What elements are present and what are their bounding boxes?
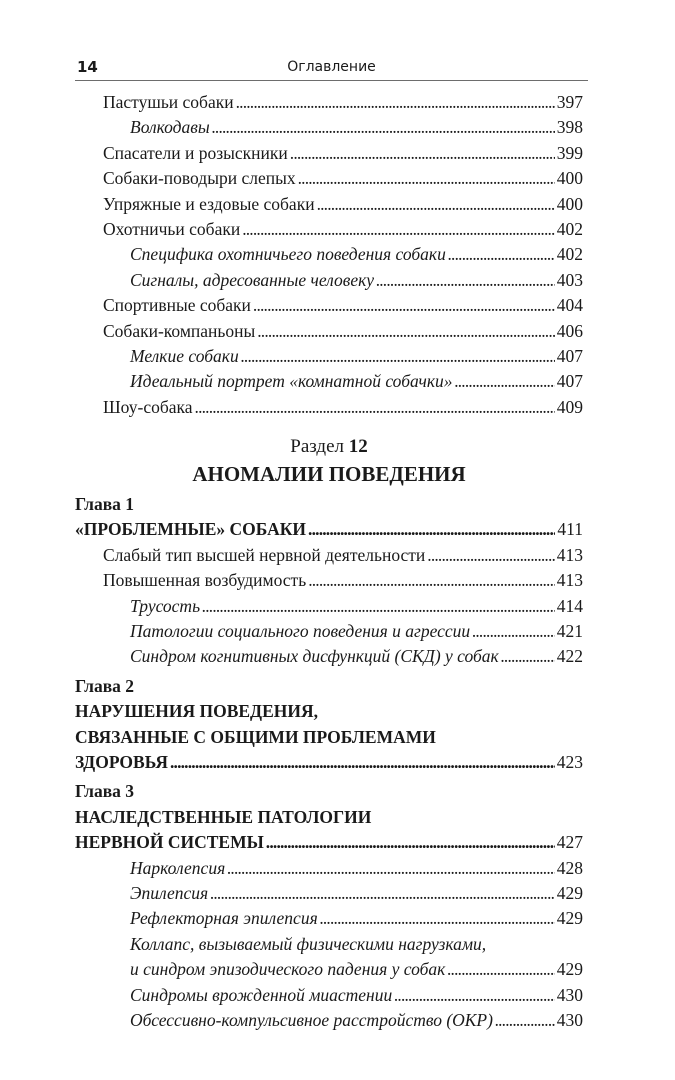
toc-entry-page: 399 xyxy=(556,142,583,163)
toc-entry-page: 429 xyxy=(556,882,583,903)
toc-entry[interactable] xyxy=(75,268,583,293)
section-number: 12 xyxy=(348,436,368,458)
running-title: Оглавление xyxy=(287,59,376,75)
page-header xyxy=(75,56,588,81)
toc-entry[interactable] xyxy=(75,192,583,217)
chapter-entry[interactable] xyxy=(75,830,583,855)
dot-leader xyxy=(266,830,555,855)
table-of-contents xyxy=(75,90,583,1033)
toc-entry-page: 404 xyxy=(556,295,583,316)
dot-leader xyxy=(447,957,554,982)
toc-entry-title: Обсессивно-компульсивное расстройство (ОКР) xyxy=(130,1009,493,1030)
toc-entry-page: 407 xyxy=(556,371,583,392)
dot-leader xyxy=(195,395,555,420)
toc-entry[interactable] xyxy=(75,983,583,1008)
dot-leader xyxy=(227,856,555,881)
toc-entry-page: 407 xyxy=(556,345,583,366)
toc-entry-page: 414 xyxy=(556,595,583,616)
toc-entry-title: Спасатели и розыскники xyxy=(103,142,288,163)
toc-entry-title: Мелкие собаки xyxy=(130,345,239,366)
toc-entry-page: 409 xyxy=(556,396,583,417)
chapter-title-line: ЗДОРОВЬЯ xyxy=(75,751,168,772)
toc-entry-title: Нарколепсия xyxy=(130,857,226,878)
toc-entry[interactable] xyxy=(75,594,583,619)
dot-leader xyxy=(241,344,555,369)
toc-entry-page: 421 xyxy=(556,621,583,642)
toc-entry[interactable] xyxy=(75,293,583,318)
dot-leader xyxy=(320,906,555,931)
section-title: АНОМАЛИИ ПОВЕДЕНИЯ xyxy=(192,462,466,487)
toc-entry[interactable] xyxy=(75,856,583,881)
toc-entry-title: Слабый тип высшей нервной деятельности xyxy=(103,544,426,565)
dot-leader xyxy=(202,594,555,619)
toc-entry-page: 413 xyxy=(556,544,583,565)
chapter-page: 423 xyxy=(556,751,583,772)
toc-entry[interactable] xyxy=(75,217,583,242)
chapter-title-line: НАРУШЕНИЯ ПОВЕДЕНИЯ, xyxy=(75,701,318,722)
toc-entry-page: 400 xyxy=(556,193,583,214)
toc-entry-title: Охотничьи собаки xyxy=(103,218,241,239)
dot-leader xyxy=(257,319,555,344)
toc-entry-page: 428 xyxy=(556,857,583,878)
toc-entry[interactable] xyxy=(75,957,583,982)
toc-entry-title: Пастушьи собаки xyxy=(103,92,234,112)
section-heading xyxy=(75,434,583,488)
dot-leader xyxy=(495,1008,555,1033)
toc-entry-page: 430 xyxy=(556,1009,583,1030)
page-number: 14 xyxy=(77,58,98,76)
toc-entry-page: 397 xyxy=(556,92,583,112)
chapter-page: 427 xyxy=(556,832,583,853)
dot-leader xyxy=(308,568,555,593)
dot-leader xyxy=(308,517,555,542)
dot-leader xyxy=(448,242,555,267)
section-label xyxy=(75,434,583,460)
dot-leader xyxy=(472,619,555,644)
toc-entry-page: 402 xyxy=(556,218,583,239)
chapter-label: Глава 1 xyxy=(75,494,135,515)
toc-entry-page: 430 xyxy=(556,984,583,1005)
toc-entry-title: Эпилепсия xyxy=(130,882,209,903)
dot-leader xyxy=(455,369,555,394)
toc-entry[interactable] xyxy=(75,166,583,191)
toc-entry[interactable] xyxy=(75,369,583,394)
toc-entry-title-line[interactable]: Коллапс, вызываемый физическими нагрузками, xyxy=(130,933,487,954)
chapter-label: Глава 3 xyxy=(75,781,135,802)
toc-entry-title: Идеальный портрет «комнатной собачки» xyxy=(130,371,453,392)
toc-entry-page: 398 xyxy=(556,117,583,138)
toc-entry[interactable] xyxy=(75,115,583,140)
toc-entry[interactable] xyxy=(75,319,583,344)
chapter-title-line: НЕРВНОЙ СИСТЕМЫ xyxy=(75,832,264,853)
toc-entry[interactable] xyxy=(75,141,583,166)
toc-entry[interactable] xyxy=(75,543,583,568)
toc-entry-page: 413 xyxy=(556,570,583,591)
toc-entry-page: 400 xyxy=(556,168,583,189)
toc-entry-title: Шоу-собака xyxy=(103,396,193,417)
toc-entry-title: Патологии социального поведения и агрессии xyxy=(130,621,471,642)
dot-leader xyxy=(210,881,555,906)
toc-entry[interactable] xyxy=(75,619,583,644)
dot-leader xyxy=(253,293,555,318)
toc-entry-title: и синдром эпизодического падения у собак xyxy=(130,959,446,980)
dot-leader xyxy=(290,141,555,166)
toc-entry-title: Сигналы, адресованные человеку xyxy=(130,269,375,290)
toc-entry-page: 422 xyxy=(556,646,583,667)
toc-entry[interactable] xyxy=(75,242,583,267)
toc-entry-title: Синдром когнитивных дисфункций (СКД) у собак xyxy=(130,646,499,667)
section-label-text: Раздел xyxy=(290,436,344,458)
dot-leader xyxy=(236,90,555,115)
chapter-title-line: НАСЛЕДСТВЕННЫЕ ПАТОЛОГИИ xyxy=(75,806,372,827)
toc-entry[interactable] xyxy=(75,1008,583,1033)
dot-leader xyxy=(376,268,555,293)
toc-entry[interactable] xyxy=(75,568,583,593)
toc-entry[interactable] xyxy=(75,644,583,669)
toc-entry-page: 402 xyxy=(556,244,583,265)
chapter-label: Глава 2 xyxy=(75,675,135,696)
dot-leader xyxy=(170,750,555,775)
toc-entry-title: Специфика охотничьего поведения собаки xyxy=(130,244,446,265)
dot-leader xyxy=(317,192,555,217)
chapter-entry[interactable] xyxy=(75,517,583,542)
toc-entry-title: Рефлекторная эпилепсия xyxy=(130,908,318,929)
chapter-page: 411 xyxy=(557,519,583,540)
toc-entry[interactable] xyxy=(75,90,583,115)
chapter-title-line: СВЯЗАННЫЕ С ОБЩИМИ ПРОБЛЕМАМИ xyxy=(75,726,436,747)
dot-leader xyxy=(394,983,555,1008)
toc-entry-title: Повышенная возбудимость xyxy=(103,570,307,591)
dot-leader xyxy=(501,644,555,669)
toc-entry[interactable] xyxy=(75,906,583,931)
toc-entry-page: 429 xyxy=(556,908,583,929)
toc-entry-page: 403 xyxy=(556,269,583,290)
toc-entry-title: Собаки-компаньоны xyxy=(103,320,256,341)
toc-entry-page: 406 xyxy=(556,320,583,341)
toc-entry-page: 429 xyxy=(556,959,583,980)
dot-leader xyxy=(242,217,555,242)
toc-entry[interactable] xyxy=(75,881,583,906)
toc-entry-title: Собаки-поводыри слепых xyxy=(103,168,296,189)
chapter-title: «ПРОБЛЕМНЫЕ» СОБАКИ xyxy=(75,519,307,540)
toc-entry-title: Трусость xyxy=(130,595,201,616)
toc-entry[interactable] xyxy=(75,395,583,420)
toc-entry-title: Синдромы врожденной миастении xyxy=(130,984,393,1005)
chapter-entry[interactable] xyxy=(75,750,583,775)
dot-leader xyxy=(212,115,555,140)
dot-leader xyxy=(298,166,555,191)
toc-entry-title: Спортивные собаки xyxy=(103,295,251,316)
toc-entry-title: Упряжные и ездовые собаки xyxy=(103,193,315,214)
toc-entry-title: Волкодавы xyxy=(130,117,210,138)
dot-leader xyxy=(427,543,554,568)
toc-entry[interactable] xyxy=(75,344,583,369)
